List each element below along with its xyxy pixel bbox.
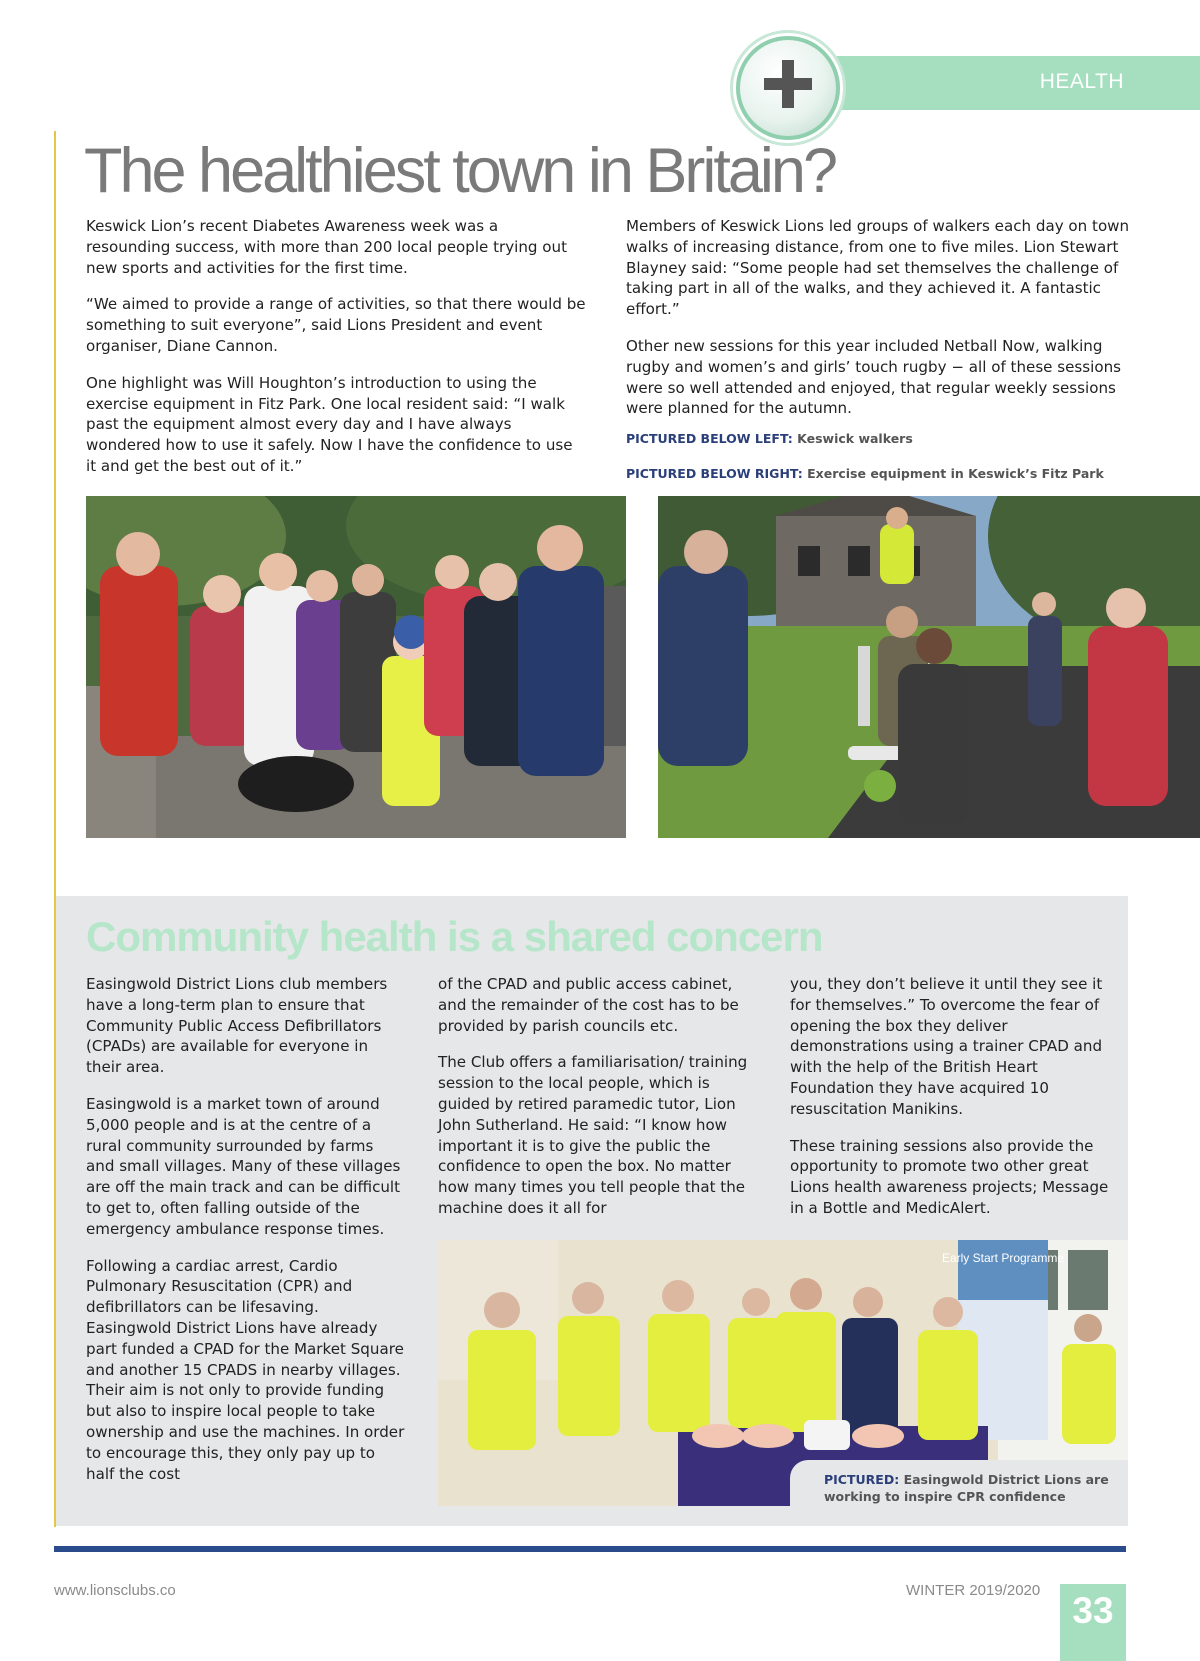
- caption-text: Easingwold District Lions are working to inspire CPR confidence: [824, 1472, 1109, 1504]
- caption-lead: PICTURED BELOW LEFT:: [626, 431, 793, 447]
- sign-text: Early Start Programme: [941, 1251, 1065, 1265]
- paragraph: These training sessions also provide the opportunity to promote two other great Lions health awareness projects; Message in a Bottle and MedicAlert.: [790, 1136, 1109, 1217]
- caption-lead: PICTURED:: [824, 1472, 900, 1487]
- medical-cross-icon: [736, 36, 840, 140]
- paragraph: The Club offers a familiarisation/ training session to the local people, which is guided by retired paramedic tutor, Lion John Sutherland. He said: “I know how important it is to give the public the confidence to open the box. No matter how many times you tell people that the machine does it all for: [438, 1053, 748, 1217]
- article-title: The healthiest town in Britain?: [84, 136, 835, 206]
- page-number: 33: [1072, 1590, 1114, 1631]
- footer-rule: [54, 1546, 1126, 1552]
- issue-label: WINTER 2019/2020: [906, 1582, 1041, 1599]
- paragraph: Keswick Lion’s recent Diabetes Awareness week was a resounding success, with more than 200 local people trying out new sports and activities for the first time.: [86, 217, 568, 277]
- panel-column-2: [438, 974, 756, 1235]
- article-column-1: [86, 216, 586, 493]
- panel-column-3: [790, 974, 1110, 1235]
- caption-text: Exercise equipment in Keswick’s Fitz Park: [807, 465, 1104, 481]
- photo-fitz-park-equipment: [658, 496, 1200, 838]
- panel-column-1: [86, 974, 406, 1500]
- caption-lead: PICTURED BELOW RIGHT:: [626, 465, 803, 481]
- footer-url-link[interactable]: www.lionsclubs.co: [54, 1582, 176, 1599]
- paragraph: Members of Keswick Lions led groups of walkers each day on town walks of increasing distance, from one to five miles. Lion Stewart Blayney said: “Some people had set themselves the challenge of taking part in all of the walks, and they achieved it. A fantastic effort.”: [626, 217, 1130, 319]
- article-column-2: [626, 216, 1136, 485]
- paragraph: Following a cardiac arrest, Cardio Pulmonary Resuscitation (CPR) and defibrillators can be lifesaving. Easingwold District Lions have already part funded a CPAD for the Market Square and another 15 CPADS in nearby villages. Their aim is not only to provide funding but also to inspire local people to take ownership and use the machines. In order to encourage this, they only pay up to half the cost: [86, 1256, 405, 1483]
- caption-text: Keswick walkers: [797, 431, 913, 447]
- paragraph: you, they don’t believe it until they see it for themselves.” To overcome the fear of opening the box they deliver demonstrations using a trainer CPAD and with the help of the British Heart Foundation they have acquired 10 resuscitation Manikins.: [790, 975, 1103, 1118]
- section-header-band: [826, 56, 1200, 110]
- paragraph: Easingwold District Lions club members have a long-term plan to ensure that Community Public Access Defibrillators (CPADs) are available for everyone in their area.: [86, 975, 388, 1077]
- paragraph: of the CPAD and public access cabinet, and the remainder of the cost has to be provided by parish councils etc.: [438, 975, 739, 1035]
- photo-caption: [824, 1471, 1124, 1505]
- photo-keswick-walkers: [86, 496, 626, 838]
- paragraph: Other new sessions for this year included Netball Now, walking rugby and women’s and girls’ touch rugby − all of these sessions were so well attended and enjoyed, that regular weekly sessions were planned for the autumn.: [626, 336, 1122, 418]
- photo-caption-right: [626, 464, 1136, 485]
- photo-caption-left: [626, 429, 1136, 450]
- paragraph: One highlight was Will Houghton’s introduction to using the exercise equipment in Fitz Park. One local resident said: “I walk past the equipment almost every day and I have always wondered how to use it safely. Now I have the confidence to use it and get the best out of it.”: [86, 373, 573, 475]
- article-title: Community health is a shared concern: [86, 913, 823, 960]
- paragraph: Easingwold is a market town of around 5,000 people and is at the centre of a rural community surrounded by farms and small villages. Many of these villages are off the main track and can be difficult to get to, often falling outside of the emergency ambulance response times.: [86, 1094, 401, 1238]
- section-label: HEALTH: [1039, 70, 1124, 93]
- paragraph: “We aimed to provide a range of activities, so that there would be something to suit everyone”, said Lions President and event organiser, Diane Cannon.: [86, 295, 586, 355]
